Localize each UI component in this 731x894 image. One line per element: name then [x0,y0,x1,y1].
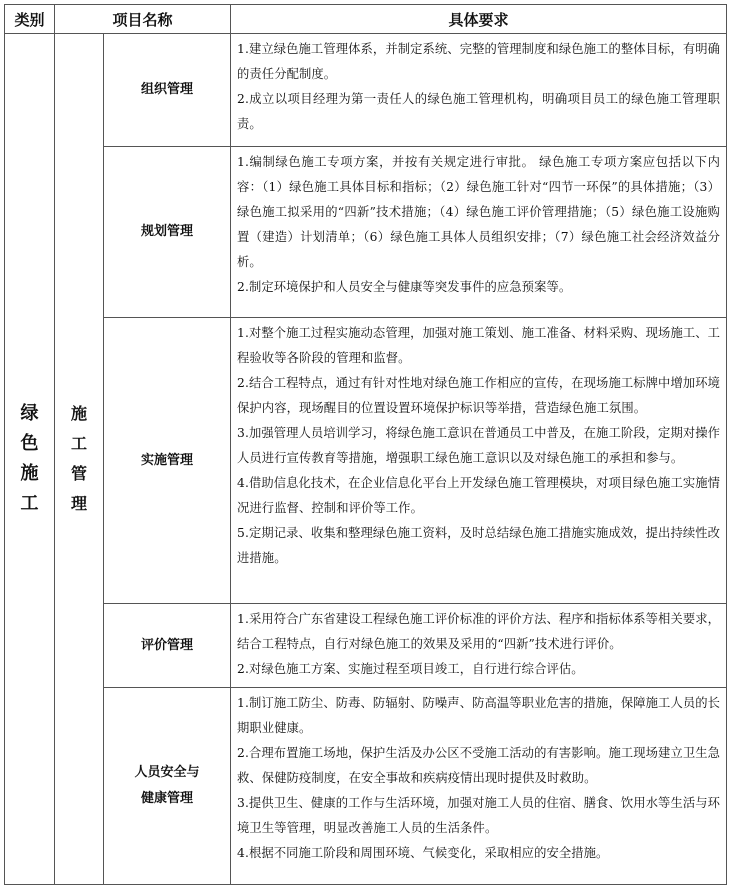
requirement-item: 1.对整个施工过程实施动态管理，加强对施工策划、施工准备、材料采购、现场施工、工程验收等各阶段的管理和监督。 [237,326,721,365]
category-char: 色 [20,433,39,454]
requirement-item: 4.借助信息化技术，在企业信息化平台上开发绿色施工管理模块，对项目绿色施工实施情况进行监督、控制和评价等工作。 [237,476,721,515]
requirement-item: 3.加强管理人员培训学习，将绿色施工意识在普通员工中普及，在施工阶段，定期对操作人员进行宣传教育等措施，增强职工绿色施工意识以及对绿色施工的承担和参与。 [237,426,721,465]
requirement-item: 2.结合工程特点，通过有针对性地对绿色施工作相应的宣传，在现场施工标牌中增加环境保护内容，现场醒目的位置设置环境保护标识等举措，营造绿色施工氛围。 [237,376,721,415]
requirements-cell [231,318,727,604]
requirement-item: 1.制订施工防尘、防毒、防辐射、防噪声、防高温等职业危害的措施，保障施工人员的长期职业健康。 [237,696,721,735]
category-char: 工 [20,493,39,514]
subcategory-char: 管 [70,464,87,483]
requirements-cell [231,34,727,147]
category-char: 施 [20,463,39,484]
subcategory-cell [55,34,104,885]
subcategory-char: 理 [70,494,87,513]
green-construction-table [4,4,727,885]
header-requirements: 具体要求 [231,5,727,34]
requirement-item: 2.制定环境保护和人员安全与健康等突发事件的应急预案等。 [237,280,572,294]
item-name-line: 人员安全与 [134,765,200,780]
requirement-item: 2.对绿色施工方案、实施过程至项目竣工，自行进行综合评估。 [237,662,584,676]
requirements-cell [231,147,727,318]
subcategory-char: 工 [70,434,87,453]
category-cell [5,34,55,885]
category-char: 绿 [20,403,39,424]
item-name [104,688,231,885]
requirement-item: 2.合理布置施工场地，保护生活及办公区不受施工活动的有害影响。施工现场建立卫生急救、保健防疫制度，在安全事故和疾病疫情出现时提供及时救助。 [237,746,721,785]
table-row [5,688,727,885]
requirement-item: 4.根据不同施工阶段和周围环境、气候变化，采取相应的安全措施。 [237,846,609,860]
requirements-cell [231,688,727,885]
requirement-item: 2.成立以项目经理为第一责任人的绿色施工管理机构，明确项目员工的绿色施工管理职责。 [237,92,721,131]
item-name: 实施管理 [104,318,231,604]
requirement-item: 1.采用符合广东省建设工程绿色施工评价标准的评价方法、程序和指标体系等相关要求，结合工程特点，自行对绿色施工的效果及采用的“四新”技术进行评价。 [237,612,721,651]
subcategory-char: 施 [70,404,87,423]
requirement-item: 5.定期记录、收集和整理绿色施工资料，及时总结绿色施工措施实施成效，提出持续性改进措施。 [237,526,721,565]
table-row [5,604,727,688]
table-row [5,147,727,318]
header-item-name: 项目名称 [55,5,231,34]
table-header-row [5,5,727,34]
requirement-item: 1.建立绿色施工管理体系，并制定系统、完整的管理制度和绿色施工的整体目标，有明确的责任分配制度。 [237,42,721,81]
item-name-line: 健康管理 [141,791,194,806]
table-row [5,34,727,147]
requirements-cell [231,604,727,688]
item-name: 评价管理 [104,604,231,688]
requirement-item: 3.提供卫生、健康的工作与生活环境，加强对施工人员的住宿、膳食、饮用水等生活与环境卫生等管理，明显改善施工人员的生活条件。 [237,796,721,835]
item-name: 组织管理 [104,34,231,147]
item-name: 规划管理 [104,147,231,318]
header-category: 类别 [5,5,55,34]
requirement-item: 1.编制绿色施工专项方案，并按有关规定进行审批。 绿色施工专项方案应包括以下内容：（1）绿色施工具体目标和指标；（2）绿色施工针对“四节一环保”的具体措施；（3）绿色施工拟采用的“四新”技术措施；（4）绿色施工评价管理措施；（5）绿色施工设施购置（建造）计划清单；（6）绿色施工具体人员组织安排；（7）绿色施工社会经济效益分析。 [237,155,721,269]
table-row [5,318,727,604]
